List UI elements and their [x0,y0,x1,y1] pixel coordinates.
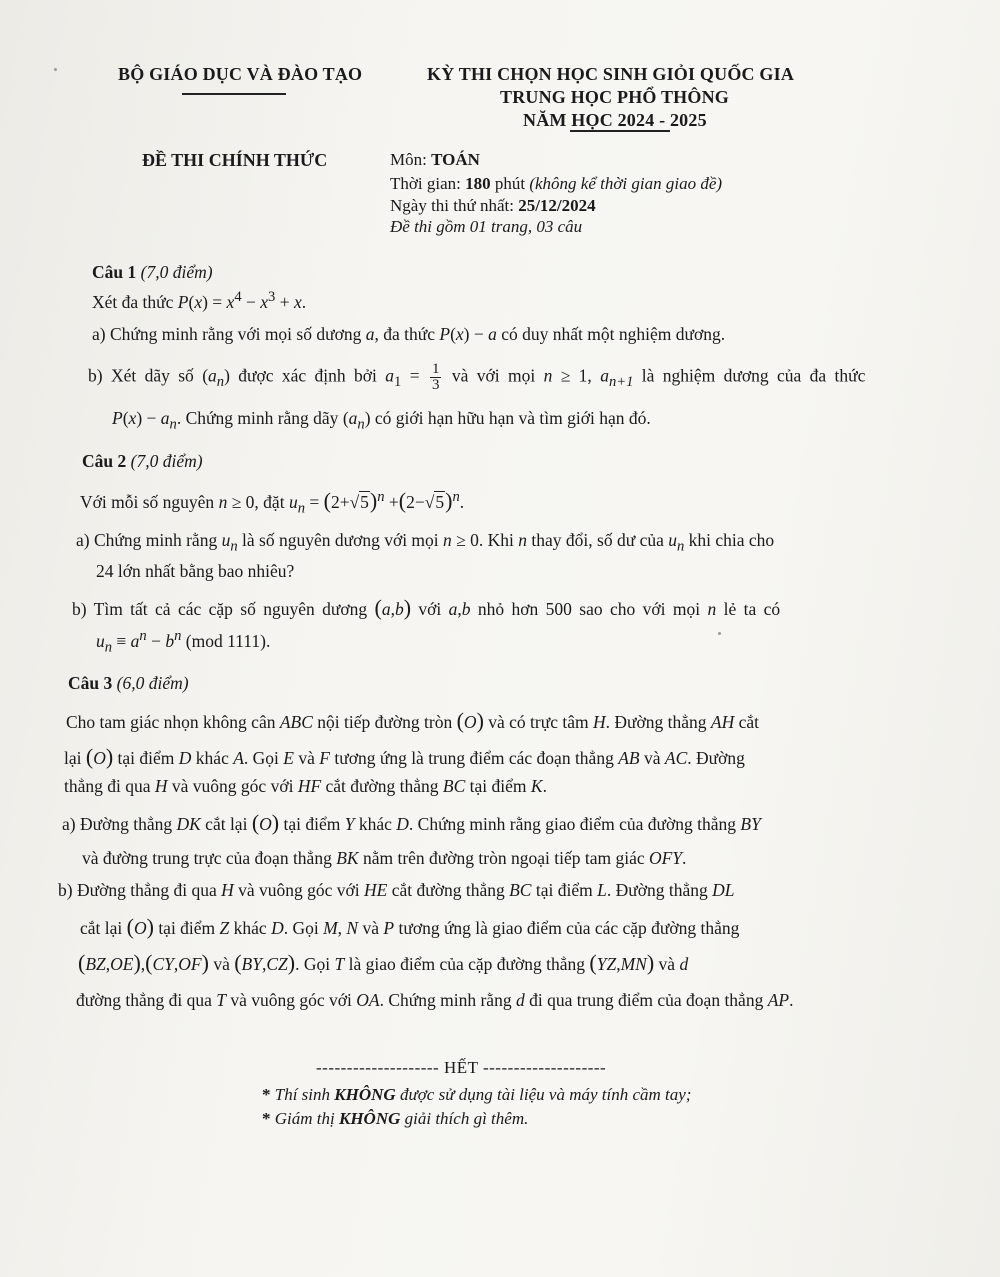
q1-heading [92,262,213,283]
q1-b-text4: là nghiệm dương của đa thức [641,365,866,386]
time-note: (không kể thời gian giao đề) [529,174,723,193]
q1-intro: Xét đa thức $P(x) = x^4 - x^3 + x$. [92,289,307,312]
q3-p3: thẳng đi qua [64,776,151,796]
q2-part-a-line2: 24 lớn nhất bằng bao nhiêu? [96,561,295,581]
q3-p2: lại [64,748,82,768]
time-label: Thời gian: [390,174,466,193]
note-students [262,1085,691,1105]
q2-points: (7,0 điểm) [130,451,203,471]
q1-a-text3: có duy nhất một nghiệm dương. [501,324,726,344]
q3-a2b: nằm trên đường tròn ngoại tiếp tam giác [362,848,645,868]
q1-points: (7,0 điểm) [140,262,213,282]
q3-b2f: tương ứng là giao điểm của các cặp đường thẳng [398,918,740,938]
date-line [390,196,596,216]
q2-a-text4: thay đổi, số dư của [531,530,664,550]
q3-p2f: tương ứng là trung điểm các đoạn thẳng [334,748,614,768]
q3-b4: đường thẳng đi qua [76,990,212,1010]
q3-p2h: Đường [696,748,745,768]
q3-b4b: và vuông góc với [230,990,352,1010]
q3-b3c: là giao điểm của cặp đường thẳng [348,954,586,974]
q2-a-text2: là số nguyên dương với mọi [242,530,439,550]
note1-a: Thí sinh [274,1085,335,1104]
q1-part-a: a) Chứng minh rằng với mọi số dương a, đa thức P(x) − a có duy nhất một nghiệm dương. [92,324,726,344]
q2-intro-text: Với mỗi số nguyên [80,492,215,512]
q1-b-text6: có giới hạn hữu hạn và tìm giới hạn đó. [374,408,651,428]
time-line [390,174,722,194]
q1-part-b-line2: $P(x) - a_n$. Chứng minh rằng dãy $(a_n)$ có giới hạn hữu hạn và tìm giới hạn đó. [112,408,651,433]
end-marker [316,1058,606,1078]
q3-b3d: và [658,954,676,974]
q2-b-text: b) Tìm tất cả các cặp số nguyên dương [72,599,368,619]
q3-p2d: Gọi [252,748,279,768]
q1-intro-text: Xét đa thức [92,291,174,312]
q3-part-a-line1: a) Đường thẳng DK cắt lại (O) tại điểm Y khác D. Chứng minh rằng giao điểm của đường thẳng BY [62,810,761,835]
q3-heading [68,673,189,694]
date-label: Ngày thi thứ nhất: [390,196,519,215]
q3-para-line2: lại (O) tại điểm D khác A. Gọi E và F tương ứng là trung điểm các đoạn thẳng AB và AC. Đường [64,744,745,769]
q2-a-text: a) Chứng minh rằng [76,530,218,550]
q2-b-text4: lẻ ta có [723,599,781,619]
q3-part-b-line3: (BZ,OE),(CY,OF) và (BY,CZ). Gọi T là giao điểm của cặp đường thẳng (YZ,MN) và d [78,950,689,975]
q3-a1: a) Đường thẳng [62,814,173,834]
exam-year-underline [570,130,670,132]
q3-a1b: cắt lại [205,814,248,834]
q2-part-b-line1: b) Tìm tất cả các cặp số nguyên dương (a,b) với a,b nhỏ hơn 500 sao cho với mọi n lẻ ta có [72,595,781,620]
q1-b-text: b) Xét dãy số [88,365,194,386]
q3-b1d: tại điểm [535,880,593,900]
exam-title-line3: NĂM HỌC 2024 - 2025 [523,110,707,130]
q3-p2g: và [643,748,661,768]
q3-para-line1: Cho tam giác nhọn không cân ABC nội tiếp đường tròn (O) và có trực tâm H. Đường thẳng AH cắt [66,708,759,733]
subject-label: Môn: [390,150,432,169]
note2-b: KHÔNG [338,1109,401,1128]
q2-part-b-line2: $u_n \equiv a^n - b^n$ (mod 1111). [96,628,271,656]
end-dashes-left: -------------------- [316,1058,440,1077]
q3-p3b: và vuông góc với [171,776,294,796]
end-dashes-right: -------------------- [482,1058,607,1077]
q3-b1e: Đường thẳng [615,880,708,900]
q3-para-line3: thẳng đi qua H và vuông góc với HF cắt đường thẳng BC tại điểm K. [64,776,547,796]
q3-b4c: Chứng minh rằng [388,990,512,1010]
q3-b2b: tại điểm [158,918,216,938]
q3-p2c: khác [195,748,229,768]
note1-c: được sử dụng tài liệu và máy tính cầm tay; [395,1085,692,1104]
q3-points: (6,0 điểm) [116,673,189,693]
q2-sequence-formula: u [288,492,298,512]
q3-b2e: và [362,918,380,938]
note-proctors [262,1109,528,1129]
q2-heading [82,451,203,472]
q3-b1c: cắt đường thẳng [391,880,505,900]
note2-star: * [262,1109,271,1128]
note1-b: KHÔNG [334,1085,396,1104]
end-label: HẾT [443,1058,479,1077]
q1-b-text3: và với mọi [451,365,536,386]
q3-b2: cắt lại [80,918,123,938]
q3-p2b: tại điểm [117,748,175,768]
q3-a1c: tại điểm [283,814,341,834]
q3-part-b-line4: đường thẳng đi qua T và vuông góc với OA. Chứng minh rằng d đi qua trung điểm của đoạn thẳng AP. [76,990,794,1010]
pages-info: Đề thi gồm 01 trang, 03 câu [390,217,583,236]
q1-polynomial: P [177,291,189,312]
q2-a-text5: khi chia cho [688,530,775,550]
q1-a-text2: đa thức [383,324,435,344]
q1-part-b-line1: b) Xét dãy số $(a_n)$ được xác định bởi $a_1$ = $\frac{1}{3}$ và với mọi n ≥ 1, $a_{n+1}$ là nghiệm dương của đa thức [88,361,866,393]
q3-b3: và [213,954,230,974]
subject-value: TOÁN [431,150,480,169]
ministry-underline [182,93,286,95]
q2-b-mod: (mod 1111). [185,630,271,651]
q3-p1b: nội tiếp đường tròn [317,712,453,732]
subject-line [390,150,480,170]
official-exam-label: ĐỀ THI CHÍNH THỨC [142,150,328,170]
q2-a-text3: Khi [487,530,514,550]
exam-title-line2: TRUNG HỌC PHỔ THÔNG [500,87,729,107]
q2-b-text2: với [418,599,442,619]
q3-title: Câu 3 [68,673,113,693]
q1-fraction: $\frac{1}{3}$ [431,361,440,393]
time-unit: phút [490,174,530,193]
paper-speck [54,68,57,71]
q3-p1c: và có trực tâm [488,712,589,732]
q2-intro-text2: đặt [263,492,285,512]
paper-speck [718,632,721,635]
note2-c: giải thích gì thêm. [400,1109,529,1128]
time-value: 180 [465,174,491,193]
q3-p1e: cắt [738,712,759,732]
q3-p3c: cắt đường thẳng [325,776,439,796]
note2-a: Giám thị [274,1109,339,1128]
q3-part-a-line2: và đường trung trực của đoạn thẳng BK nằm trên đường tròn ngoại tiếp tam giác OFY. [82,848,687,868]
q1-b-text5: Chứng minh rằng dãy [185,408,339,428]
q3-part-b-line2: cắt lại (O) tại điểm Z khác D. Gọi M, N và P tương ứng là giao điểm của các cặp đường thẳng [80,914,740,939]
q1-a-text: a) Chứng minh rằng với mọi số dương [92,324,362,344]
q3-b2c: khác [233,918,267,938]
q3-a2: và đường trung trực của đoạn thẳng [82,848,332,868]
exam-title-line1: KỲ THI CHỌN HỌC SINH GIỎI QUỐC GIA [427,64,795,84]
q3-b1: b) Đường thẳng đi qua [58,880,217,900]
q2-b-text3: nhỏ hơn 500 sao cho với mọi [477,599,701,619]
q3-b4d: đi qua trung điểm của đoạn thẳng [529,990,764,1010]
q3-b1b: và vuông góc với [238,880,360,900]
q3-p1d: Đường thẳng [614,712,707,732]
q3-a1d: khác [358,814,392,834]
q3-b2d: Gọi [292,918,319,938]
date-value: 25/12/2024 [518,196,596,215]
q3-part-b-line1: b) Đường thẳng đi qua H và vuông góc với HE cắt đường thẳng BC tại điểm L. Đường thẳng DL [58,880,735,900]
ministry-name: BỘ GIÁO DỤC VÀ ĐÀO TẠO [118,64,363,84]
q3-a1e: Chứng minh rằng giao điểm của đường thẳng [417,814,737,834]
q2-title: Câu 2 [82,451,127,471]
note1-star: * [262,1085,271,1104]
q2-intro: Với mỗi số nguyên n ≥ 0, đặt $u_n = (2+√5)^n +(2-√5)^n$. [80,488,465,517]
q3-p3d: tại điểm [469,776,527,796]
q3-p1: Cho tam giác nhọn không cân [66,712,276,732]
q1-title: Câu 1 [92,262,137,282]
q3-p2e: và [298,748,315,768]
q3-b3b: Gọi [303,954,331,974]
q1-b-text2: được xác định bởi [238,365,377,386]
q2-part-a-line1: a) Chứng minh rằng $u_n$ là số nguyên dương với mọi n ≥ 0. Khi n thay đổi, số dư của $u_n$ khi chia cho [76,530,775,555]
